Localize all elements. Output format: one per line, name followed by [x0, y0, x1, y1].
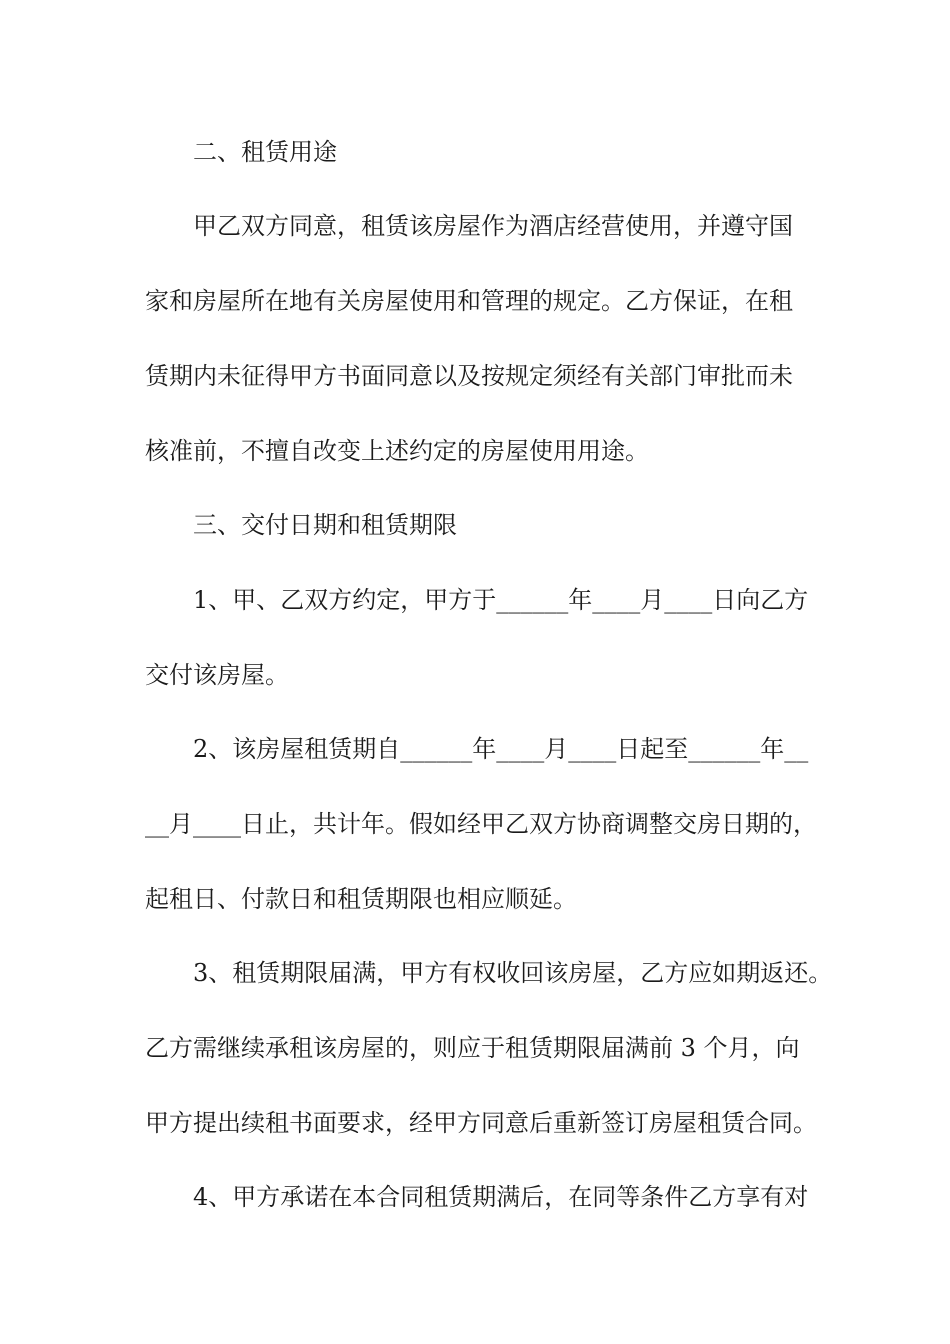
- paragraph-line: 2、该房屋租赁期自______年____月____日起至______年__: [193, 735, 809, 763]
- paragraph-line: 起租日、付款日和租赁期限也相应顺延。: [145, 885, 577, 913]
- paragraph-line: 乙方需继续承租该房屋的，则应于租赁期限届满前 3 个月，向: [145, 1034, 800, 1062]
- paragraph-line: 1、甲、乙双方约定，甲方于______年____月____日向乙方: [193, 586, 809, 614]
- paragraph-line: 甲乙双方同意，租赁该房屋作为酒店经营使用，并遵守国: [193, 212, 793, 240]
- paragraph-line: 家和房屋所在地有关房屋使用和管理的规定。乙方保证，在租: [145, 287, 793, 315]
- paragraph-line: 赁期内未征得甲方书面同意以及按规定须经有关部门审批而未: [145, 362, 793, 390]
- paragraph-line: 交付该房屋。: [145, 661, 289, 689]
- paragraph-line: 4、甲方承诺在本合同租赁期满后，在同等条件乙方享有对: [193, 1183, 809, 1211]
- section-heading-lease-purpose: 二、租赁用途: [193, 138, 337, 166]
- section-heading-delivery-and-term: 三、交付日期和租赁期限: [193, 511, 457, 539]
- paragraph-line: 核准前，不擅自改变上述约定的房屋使用用途。: [145, 437, 649, 465]
- paragraph-line: 甲方提出续租书面要求，经甲方同意后重新签订房屋租赁合同。: [145, 1109, 817, 1137]
- paragraph-line: __月____日止，共计年。假如经甲乙双方协商调整交房日期的，: [145, 810, 817, 838]
- paragraph-line: 3、租赁期限届满，甲方有权收回该房屋，乙方应如期返还。: [193, 959, 833, 987]
